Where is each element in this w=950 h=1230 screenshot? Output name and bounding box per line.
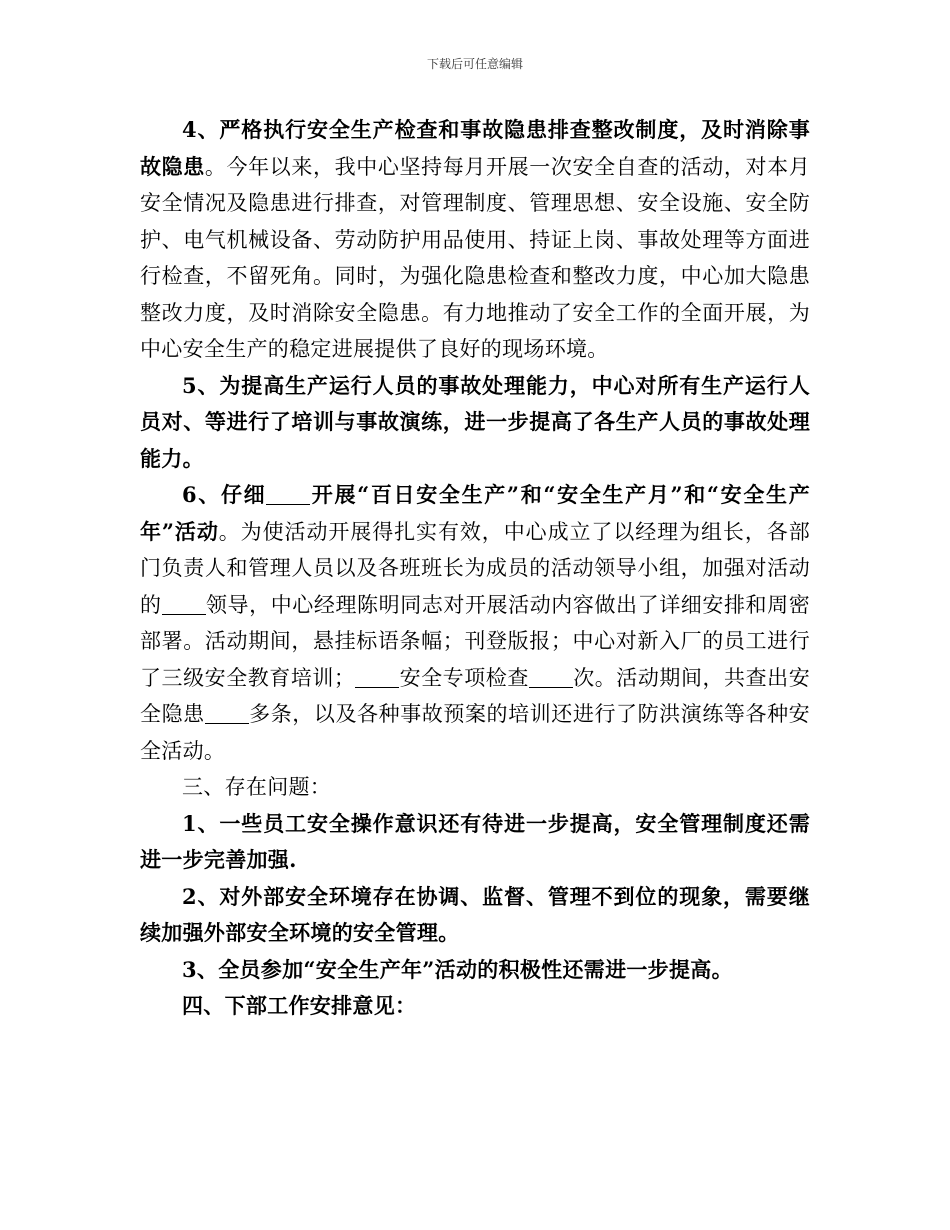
problem-item-2: 2、对外部安全环境存在协调、监督、管理不到位的现象，需要继续加强外部安全环境的安全管理。 [140, 883, 810, 945]
paragraph-6-lead-a: 6、仔细 [182, 482, 267, 507]
problem-item-3: 3、全员参加“安全生产年”活动的积极性还需进一步提高。 [182, 956, 733, 982]
page-header: 下载后可任意编辑 [426, 57, 523, 71]
blank-line [355, 666, 399, 688]
blank-line [162, 593, 206, 615]
paragraph-6-text-b: 领导，中心经理陈明同志对开展活动内容做出了详细安排和周密部署。活动期间，悬挂标语条幅；刊登版报；中心对新入厂的员工进行了三级安全教育培训； [140, 592, 810, 690]
paragraph-6 [140, 477, 810, 769]
paragraph-6-text-e: 多条，以及各种事故预案的培训还进行了防洪演练等各种安全活动。 [140, 702, 810, 763]
paragraph-6-text-c: 安全专项检查 [399, 665, 529, 690]
problem-item-1: 1、一些员工安全操作意识还有待进一步提高，安全管理制度还需进一步完善加强. [140, 810, 810, 872]
blank-line [529, 666, 573, 688]
paragraph-6-text-d: 次。活动期间，共查出安全隐患 [140, 665, 810, 726]
paragraph-4-lead: 4、严格执行安全生产检查和事故隐患排查整改制度，及时消除事故隐患 [140, 117, 810, 179]
document-body [140, 112, 810, 1025]
paragraph-6-lead-b: 开展“百日安全生产”和“安全生产月”和“安全生产年”活动 [140, 482, 810, 544]
section-heading-3: 三、存在问题： [182, 775, 332, 799]
blank-line [205, 702, 249, 724]
section-heading-4: 四、下部工作安排意见： [182, 993, 417, 1018]
paragraph-4 [140, 112, 810, 368]
paragraph-6-text-a: 。为使活动开展得扎实有效，中心成立了以经理为组长，各部门负责人和管理人员以及各班班长为成员的活动领导小组，加强对活动的 [140, 519, 810, 617]
paragraph-5: 5、为提高生产运行人员的事故处理能力，中心对所有生产运行人员对、等进行了培训与事故演练，进一步提高了各生产人员的事故处理能力。 [140, 372, 810, 471]
paragraph-4-body: 。今年以来，我中心坚持每月开展一次安全自查的活动，对本月安全情况及隐患进行排查，对管理制度、管理思想、安全设施、安全防护、电气机械设备、劳动防护用品使用、持证上岗、事故处理等方面进行检查，不留死角。同时，为强化隐患检查和整改力度，中心加大隐患整改力度，及时消除安全隐患。有力地推动了安全工作的全面开展，为中心安全生产的稳定进展提供了良好的现场环境。 [140, 154, 810, 361]
blank-line [266, 483, 310, 505]
